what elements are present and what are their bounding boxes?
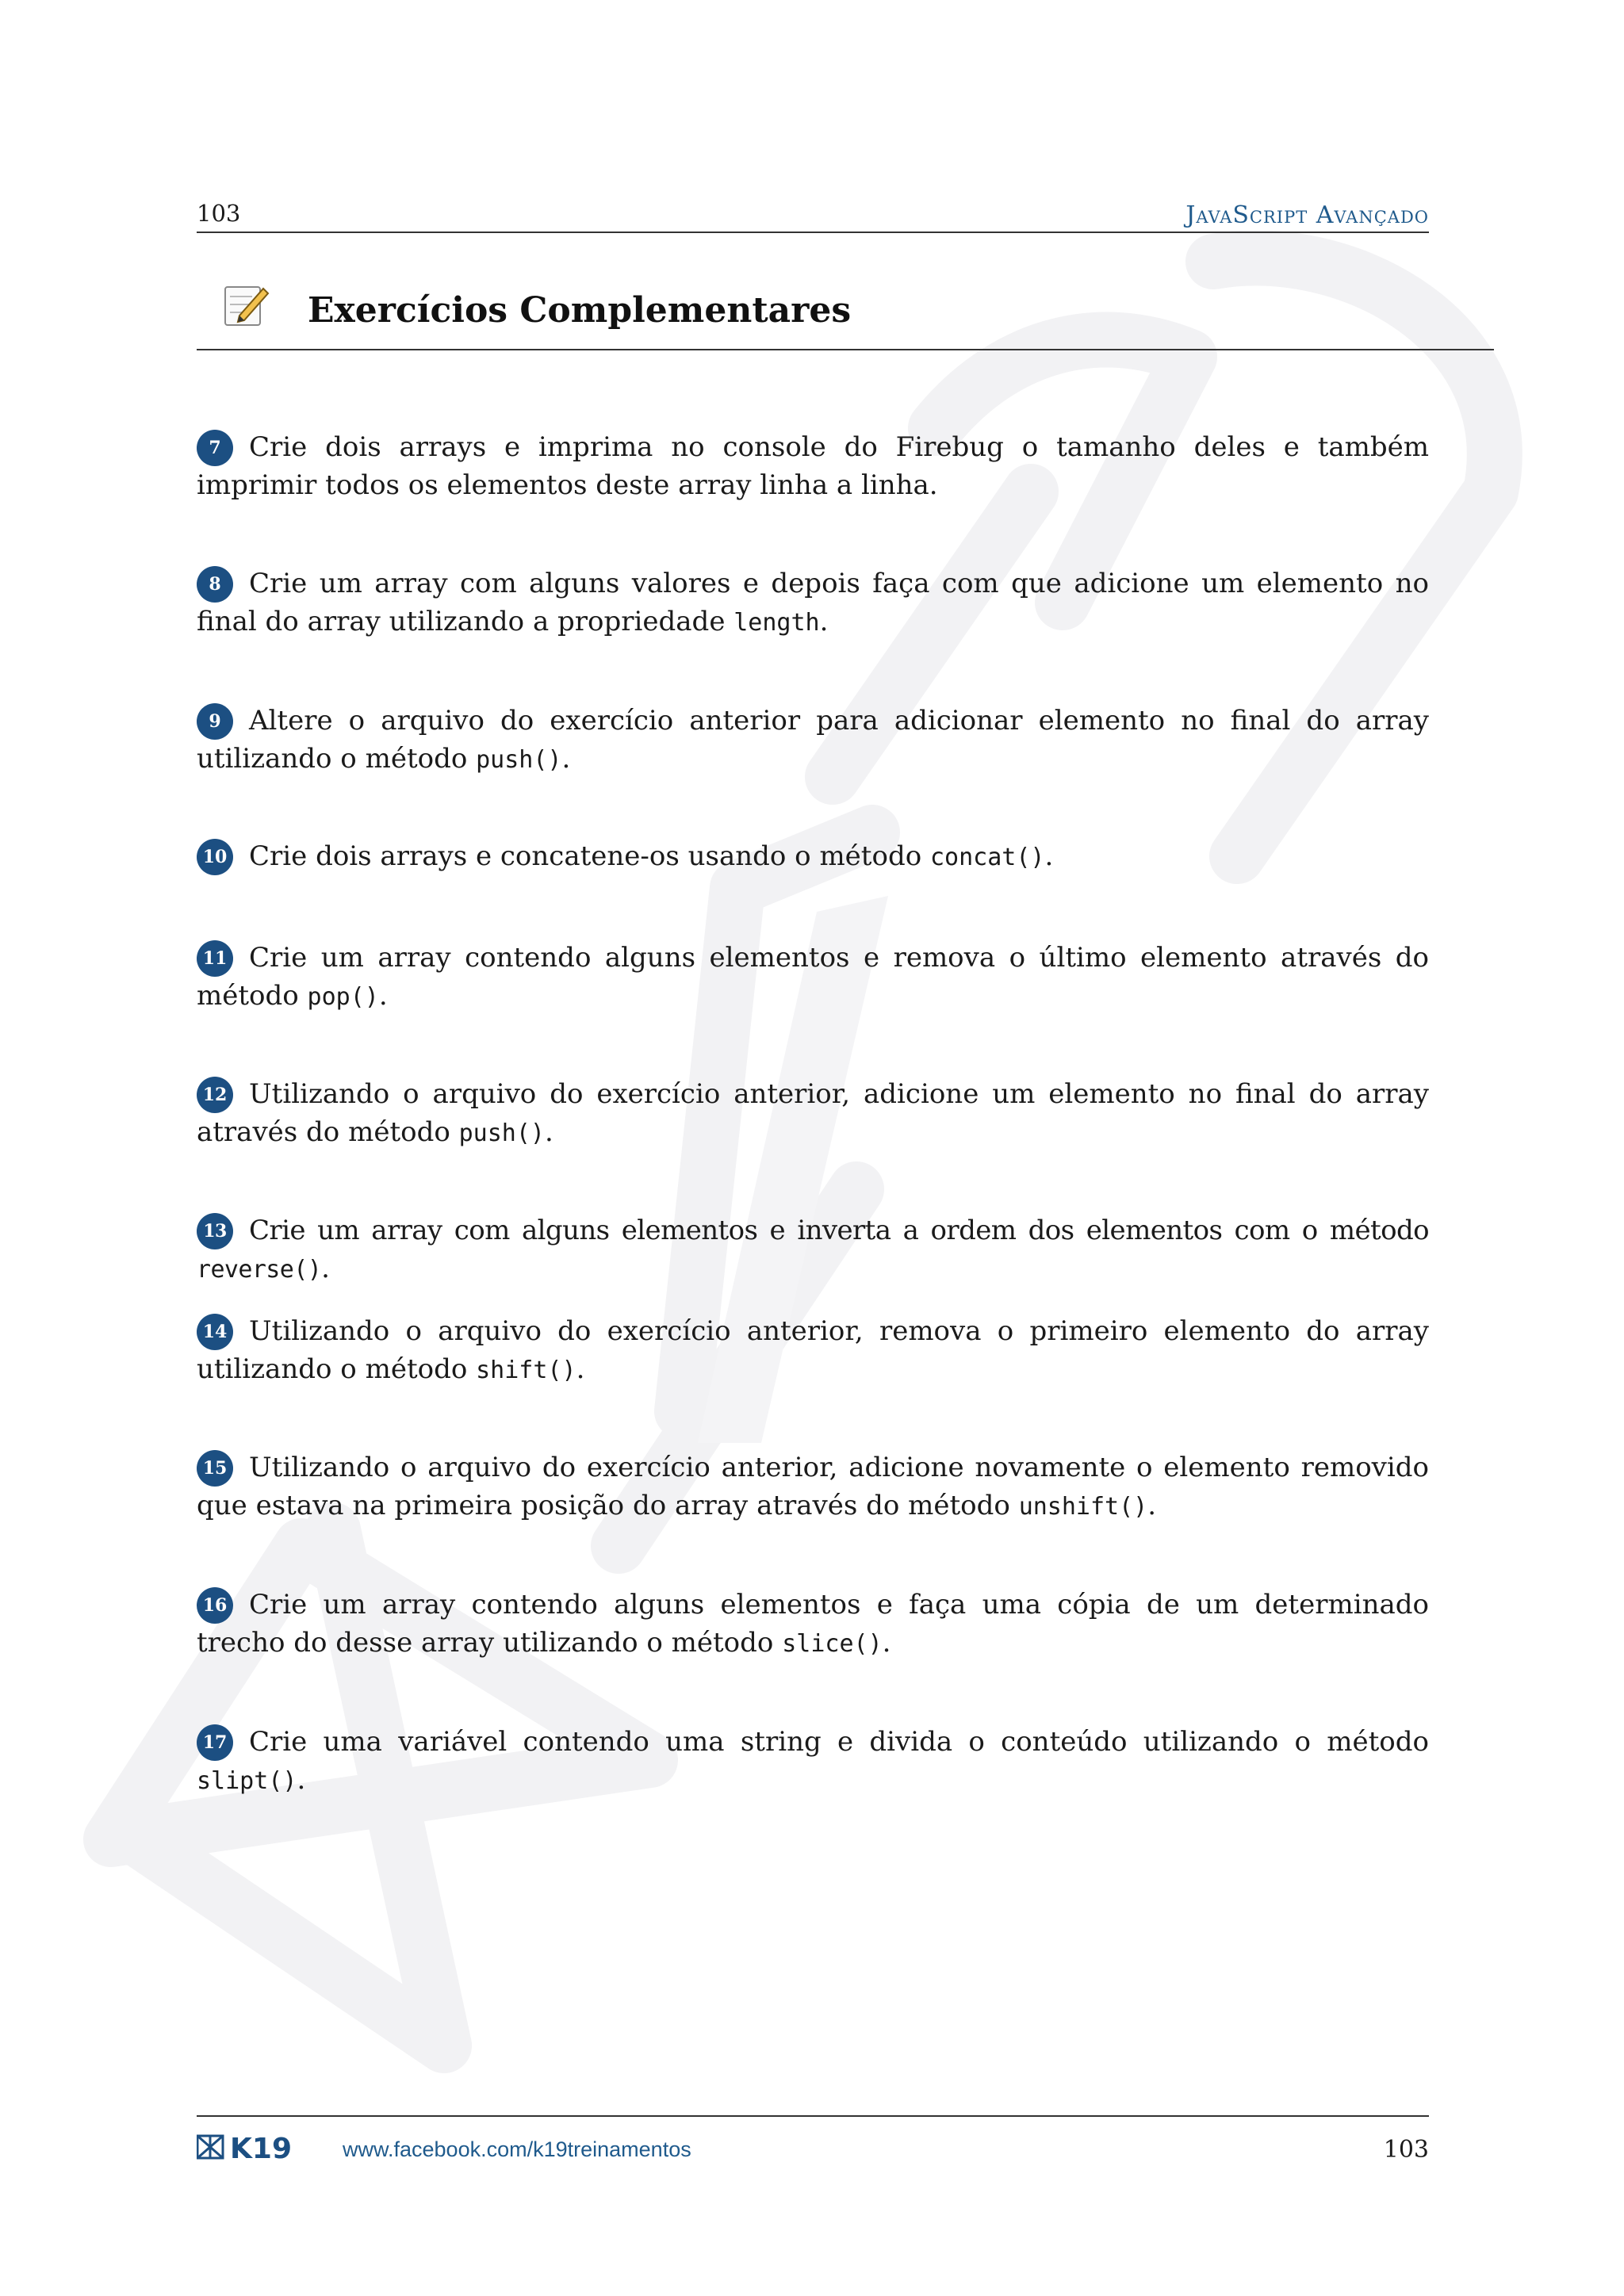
exercise-number-badge: 8: [197, 566, 233, 603]
exercise-number-badge: 13: [197, 1213, 233, 1249]
exercise-code: concat(): [929, 844, 1045, 871]
exercise-number-badge: 10: [197, 839, 233, 875]
exercise-text-tail: .: [819, 606, 829, 637]
exercise-text: Crie um array com alguns valores e depois faça com que adicione um elemento no final do array utilizando a propriedade: [197, 568, 1429, 637]
svg-text:K19: K19: [230, 2133, 292, 2163]
exercise-code: length: [733, 609, 820, 637]
exercise-item: [197, 837, 1429, 877]
exercise-number-badge: 9: [197, 703, 233, 740]
exercise-item: [197, 1723, 1429, 1800]
exercise-text-tail: .: [882, 1627, 891, 1659]
exercise-item: [197, 1211, 1429, 1289]
exercise-item: [197, 1075, 1429, 1153]
section-heading: [197, 270, 1494, 350]
exercise-text: Crie dois arrays e concatene-os usando o método: [249, 840, 930, 872]
exercise-number-badge: 15: [197, 1450, 233, 1487]
exercise-number-badge: 7: [197, 430, 233, 466]
exercise-text: Altere o arquivo do exercício anterior para adicionar elemento no final do array utilizando o método: [197, 705, 1429, 775]
exercise-text-tail: .: [1147, 1490, 1157, 1521]
exercise-text: Crie um array contendo alguns elementos e faça uma cópia de um determinado trecho do desse array utilizando o método: [197, 1589, 1429, 1659]
pencil-note-icon: [220, 279, 273, 331]
exercise-item: [197, 1586, 1429, 1663]
k19-logo: [197, 2131, 324, 2163]
exercise-number-badge: 12: [197, 1077, 233, 1113]
exercise-text: Crie dois arrays e imprima no console do Firebug o tamanho deles e também imprimir todos os elementos deste array linha a linha.: [197, 431, 1429, 501]
exercise-item: [197, 1448, 1429, 1526]
exercise-text: Crie uma variável contendo uma string e divida o conteúdo utilizando o método: [249, 1726, 1429, 1758]
header-page-number: 103: [197, 200, 241, 227]
footer-url-link[interactable]: www.facebook.com/k19treinamentos: [343, 2137, 691, 2161]
header-book-title: JavaScript Avançado: [1185, 201, 1429, 229]
exercise-text: Utilizando o arquivo do exercício anterior, adicione um elemento no final do array através do método: [197, 1078, 1429, 1148]
exercise-number-badge: 14: [197, 1314, 233, 1350]
exercise-text: Utilizando o arquivo do exercício anterior, adicione novamente o elemento removido que estava na primeira posição do array através do método: [197, 1452, 1429, 1521]
section-title: Exercícios Complementares: [308, 290, 852, 331]
exercise-item: [197, 428, 1429, 504]
exercise-text-tail: .: [297, 1764, 306, 1796]
exercise-code: reverse(): [197, 1256, 322, 1284]
running-header: [197, 197, 1429, 233]
exercise-text: Crie um array com alguns elementos e inverta a ordem dos elementos com o método: [249, 1215, 1429, 1246]
exercise-item: [197, 564, 1429, 642]
exercise-code: pop(): [307, 983, 379, 1011]
exercise-code: shift(): [476, 1357, 576, 1384]
exercise-text-tail: .: [576, 1353, 585, 1385]
exercise-text: Utilizando o arquivo do exercício anterior, remova o primeiro elemento do array utilizando o método: [197, 1315, 1429, 1385]
exercise-text-tail: .: [321, 1253, 330, 1284]
exercise-code: push(): [458, 1119, 545, 1147]
exercise-number-badge: 16: [197, 1587, 233, 1624]
exercise-item: [197, 1312, 1429, 1390]
exercise-code: unshift(): [1018, 1493, 1148, 1521]
exercise-number-badge: 11: [197, 940, 233, 977]
exercise-item: [197, 702, 1429, 779]
exercise-code: push(): [476, 746, 562, 774]
footer-page-number: 103: [1383, 2136, 1429, 2164]
exercise-text: Crie um array contendo alguns elementos e remova o último elemento através do método: [197, 942, 1429, 1012]
exercise-text-tail: .: [1044, 840, 1054, 872]
exercise-item: [197, 939, 1429, 1016]
exercise-code: slice(): [782, 1630, 883, 1658]
exercise-code: slipt(): [197, 1767, 297, 1795]
exercise-number-badge: 17: [197, 1724, 233, 1761]
exercise-text-tail: .: [545, 1116, 553, 1148]
page-footer: [197, 2115, 1429, 2164]
exercise-text-tail: .: [561, 743, 571, 775]
exercise-text-tail: .: [378, 980, 388, 1012]
